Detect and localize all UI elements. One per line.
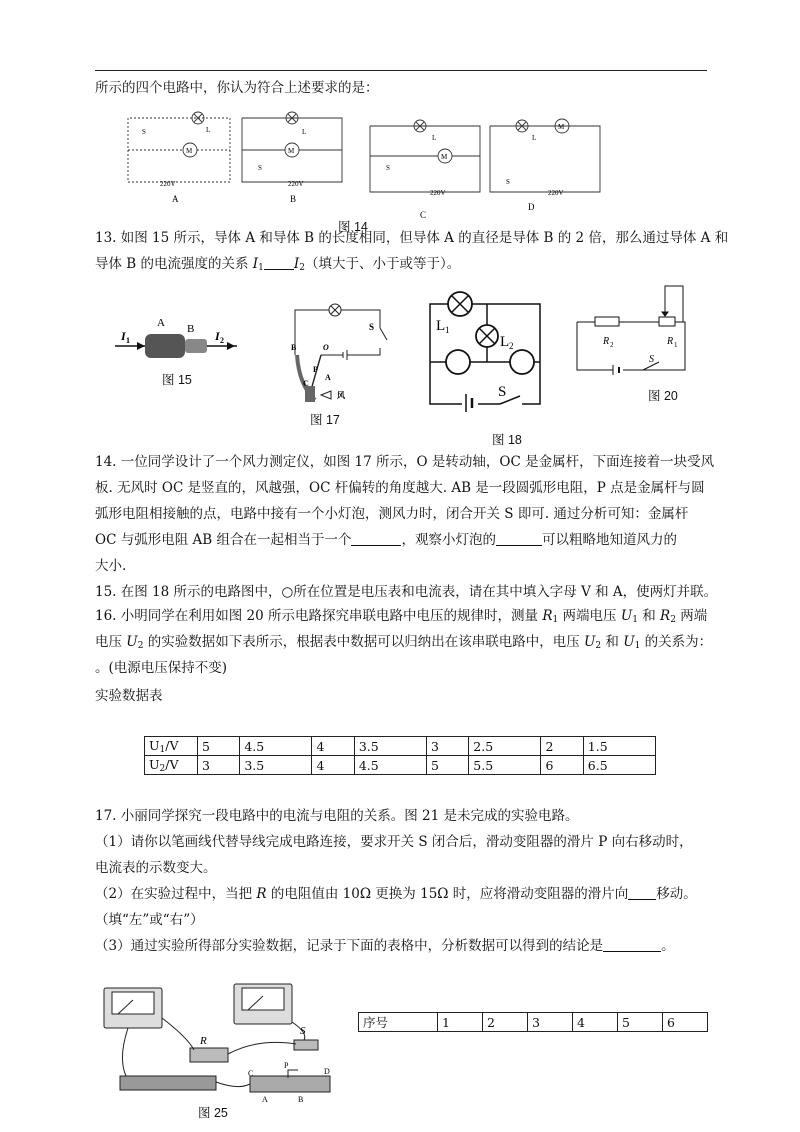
q14-line5: 大小. [95,558,127,574]
header-rule [95,70,707,71]
fig14-circuit-a [128,112,230,182]
fig14-a-voltage: 220V [160,180,176,188]
table-row [145,756,656,775]
q17-line5: （填“左”或“右”） [95,912,204,928]
table-row [359,1013,708,1032]
fig14-d-switch: S [506,178,510,186]
fig17-caption: 图 17 [310,413,340,427]
q16-line3: 。(电源电压保持不变) [95,660,228,676]
fig25-label-b: B [298,1095,304,1104]
fig20-caption: 图 20 [648,389,678,403]
fig14-caption: 图 14 [338,220,368,234]
q14-line2: 板. 无风时 OC 是竖直的，风越强，OC 杆偏转的角度越大. AB 是一段圆弧形电阻，P 点是金属杆与圆 [95,480,705,496]
table-cell: 3 [198,756,240,775]
table-cell: 6 [663,1013,708,1032]
fig14-b-lamp: L [302,128,307,136]
table-cell: 5 [426,756,468,775]
q16-line1: 16. 小明同学在利用如图 20 所示电路探究串联电路中电压的规律时，测量 $R_1$ 两端电压 $U_1$ 和 $R_2$ 两端 [95,608,708,625]
table-cell: 6 [541,756,583,775]
fig25-r: R [200,1035,207,1047]
fig25-label-p: P [284,1061,289,1070]
fig18-s: S [498,384,507,400]
table-cell: 4.5 [240,737,312,756]
fig14-d-lamp: L [532,134,537,142]
q15-line1: 15. 在图 18 所示的电路图中，○所在位置是电压表和电流表，请在其中填入字母 V 和 A，使两灯并联。 [95,584,718,600]
fig18-l1-sub: 1 [445,325,450,335]
fig14-c-motor: M [441,153,448,161]
fig17-s: S [369,322,375,332]
table-row-label: $U_1/V$ [145,737,198,756]
fig14-d-motor: M [558,123,565,131]
q13-line2: 导体 B 的电流强度的关系 $I_1$ $I_2$（填大于、小于或等于）。 [95,256,461,273]
q17-line3: 电流表的示数变大。 [95,860,217,876]
q13-line1: 13. 如图 15 所示，导体 A 和导体 B 的长度相同，但导体 A 的直径是导体 B 的 2 倍，那么通过导体 A 和 [95,230,729,246]
fig17-p: P [313,365,318,374]
fig20-r1-sub: 1 [674,341,678,349]
table-cell: 4.5 [354,756,426,775]
fig15-label-i1: I [121,329,126,343]
fig17-b: B [291,343,297,352]
table-cell: 3 [528,1013,573,1032]
q16-data-table [144,736,656,775]
q17-data-table [358,1012,708,1032]
fig15-label-b: B [187,323,195,335]
table-row-label: $U_2/V$ [145,756,198,775]
fig14-c-switch: S [386,164,390,172]
fig25-s: S [300,1025,306,1037]
q17-line1: 17. 小丽同学探究一段电路中的电流与电阻的关系。图 21 是未完成的实验电路。 [95,808,579,824]
fig18-l2-sub: 2 [509,341,514,351]
intro-line: 所示的四个电路中，你认为符合上述要求的是： [95,80,379,96]
table-cell: 4 [573,1013,618,1032]
table-cell: 1.5 [583,737,655,756]
q14-line1: 14. 一位同学设计了一个风力测定仪，如图 17 所示，O 是转动轴，OC 是金属杆，下面连接着一块受风 [95,454,715,470]
table-cell: 2 [541,737,583,756]
fig17-c: C [303,379,309,388]
table-cell: 4 [312,756,354,775]
fig15-label-a: A [157,317,165,329]
table-cell: 5.5 [469,756,541,775]
figure-17 [285,300,395,410]
figure-15 [115,310,245,370]
fig14-b-switch: S [258,164,262,172]
fig14-label-c: C [420,210,427,220]
table-cell: 1 [438,1013,483,1032]
fig25-label-d: D [324,1067,330,1076]
fig25-label-a: A [262,1095,268,1104]
fig18-l1: L [436,318,446,334]
table-row [145,737,656,756]
q17-line4: （2）在实验过程中，当把 R 的电阻值由 10Ω 更换为 15Ω 时，应将滑动变阻器的滑片向 移动。 [95,886,697,902]
fig14-d-voltage: 220V [548,189,564,197]
fig25-label-c: C [248,1069,254,1078]
fig14-label-d: D [528,202,535,212]
table-cell: 3.5 [354,737,426,756]
fig20-r2-sub: 2 [610,341,614,349]
figure-25 [98,978,338,1106]
fig15-label-i1-sub: 1 [126,336,130,345]
table-cell: 5 [198,737,240,756]
fig17-o: O [323,343,329,352]
fig14-b-voltage: 220V [288,180,304,188]
fig20-r2: R [603,336,610,347]
fig18-l2: L [500,334,510,350]
q17-line6: （3）通过实验所得部分实验数据，记录于下面的表格中，分析数据可以得到的结论是 。 [95,938,675,954]
q14-line3: 弧形电阻相接触的点，电路中接有一个小灯泡，测风力时，闭合开关 S 即可. 通过分析可知：金属杆 [95,506,689,522]
table-cell: 6.5 [583,756,655,775]
fig14-circuit-c [370,120,480,192]
q16-table-title: 实验数据表 [95,688,163,704]
fig25-caption: 图 25 [198,1106,228,1120]
q17-line2: （1）请你以笔画线代替导线完成电路连接，要求开关 S 闭合后，滑动变阻器的滑片 P 向右移动时， [95,834,693,850]
fig14-a-lamp: L [206,126,211,134]
q14-line4: OC 与弧形电阻 AB 组合在一起相当于一个 ，观察小灯泡的 可以粗略地知道风力的 [95,532,677,548]
fig18-caption: 图 18 [492,433,522,447]
table-cell: 4 [312,737,354,756]
fig17-wind: 风 [337,391,345,400]
figure-14 [120,110,620,220]
fig14-a-switch: S [142,128,146,136]
fig14-c-lamp: L [432,134,437,142]
fig14-label-a: A [172,194,179,204]
fig14-a-motor: M [186,147,193,155]
table-cell: 3 [426,737,468,756]
fig20-s: S [649,354,654,365]
fig20-r1: R [667,336,674,347]
fig14-b-motor: M [288,147,295,155]
table-cell: 3.5 [240,756,312,775]
figure-20 [573,282,693,382]
fig14-label-b: B [290,194,297,204]
q16-line2: 电压 $U_2$ 的实验数据如下表所示，根据表中数据可以归纳出在该串联电路中，电压 $U_2$ 和 $U_1$ 的关系为： [95,634,713,651]
fig17-a: A [325,373,331,382]
fig15-label-i2: I [215,329,220,343]
table-cell: 5 [618,1013,663,1032]
figure-18 [422,284,552,419]
fig14-c-voltage: 220V [430,189,446,197]
table-cell: 2 [483,1013,528,1032]
table-header: 序号 [359,1013,438,1032]
fig15-caption: 图 15 [162,373,192,387]
table-cell: 2.5 [469,737,541,756]
fig15-label-i2-sub: 2 [220,336,224,345]
